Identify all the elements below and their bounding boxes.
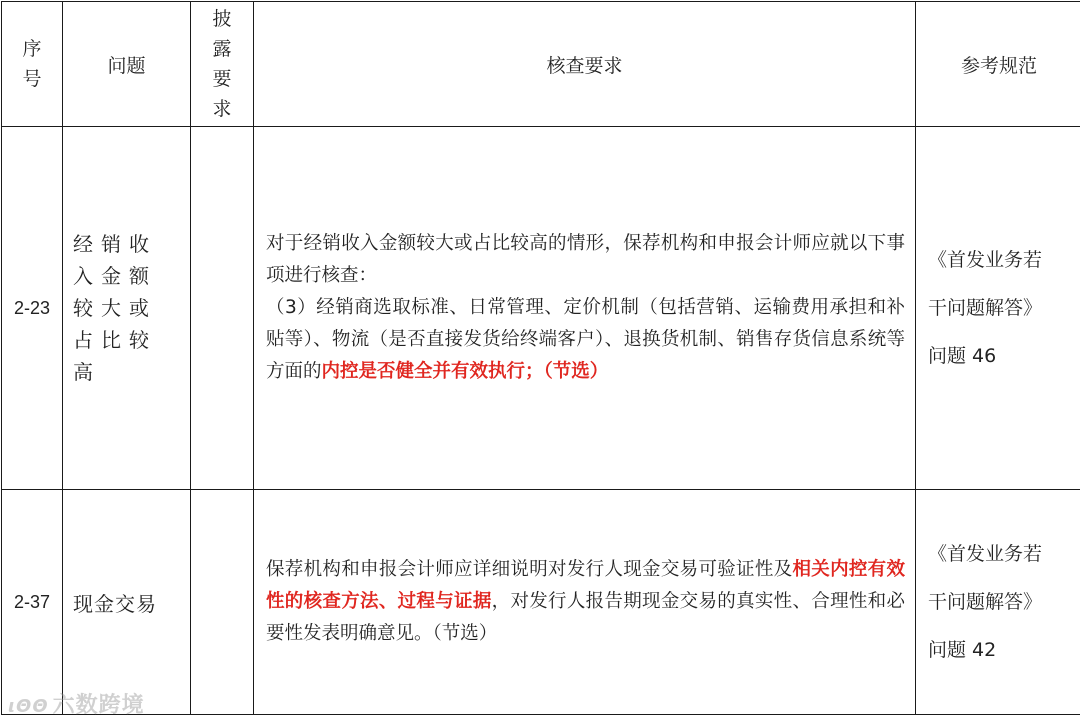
row-check (254, 127, 916, 490)
header-issue: 问题 (63, 2, 191, 127)
watermark (8, 688, 145, 719)
header-seq-char: 序 (22, 38, 42, 60)
row-disclose (191, 490, 254, 715)
header-disclose-char: 求 (212, 98, 232, 120)
watermark-logo-icon: ιΘΘ (8, 696, 49, 717)
header-disclose (191, 2, 254, 127)
check-highlight: 内控是否健全并有效执行；（节选） (321, 361, 609, 382)
watermark-text: 六数跨境 (52, 693, 145, 718)
header-disclose-char: 露 (212, 38, 232, 60)
header-seq-char: 号 (22, 68, 42, 90)
check-body-text: （3）经销商选取标准、日常管理、定价机制（包括营销、运输费用承担和补贴等）、物流（是否直接发货给终端客户）、退换货机制、销售存货信息系统等方面的 (266, 297, 905, 382)
row-ref (916, 127, 1080, 490)
check-body (266, 292, 905, 388)
header-ref: 参考规范 (916, 2, 1080, 127)
header-seq (2, 2, 63, 127)
ref-line: 问题 42 (928, 639, 997, 661)
row-seq: 2-23 (2, 127, 63, 490)
row-issue: 现金交易 (63, 490, 191, 715)
check-body (266, 554, 905, 650)
header-disclose-char: 披 (212, 8, 232, 30)
ref-line: 干问题解答》 (928, 591, 1043, 613)
check-post-text: ，对发行人报告期现金交易的真实性、合理性和必要性发表明确意见。（节选） (266, 591, 905, 644)
row-seq: 2-37 (2, 490, 63, 715)
row-issue: 经销收入金额较大或占比较高 (63, 127, 191, 490)
check-highlight: 相关内控有效性的核查方法、过程与证据 (266, 559, 905, 612)
row-disclose (191, 127, 254, 490)
row-check (254, 490, 916, 715)
table-row (2, 490, 1080, 715)
check-pre-text: 保荐机构和申报会计师应详细说明对发行人现金交易可验证性及 (266, 559, 793, 580)
ref-line: 《首发业务若 (928, 249, 1043, 271)
header-check: 核查要求 (254, 2, 916, 127)
row-ref (916, 490, 1080, 715)
check-intro: 对于经销收入金额较大或占比较高的情形，保荐机构和申报会计师应就以下事项进行核查： (266, 233, 905, 286)
header-disclose-char: 要 (212, 68, 232, 90)
ref-line: 问题 46 (928, 345, 997, 367)
table-header-row (2, 2, 1080, 127)
ref-line: 《首发业务若 (928, 543, 1043, 565)
compliance-table (1, 1, 1080, 715)
table-row (2, 127, 1080, 490)
ref-line: 干问题解答》 (928, 297, 1043, 319)
